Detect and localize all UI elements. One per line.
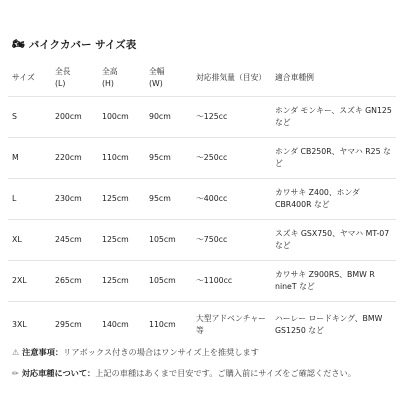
warning-icon: ⚠ [12,348,20,357]
compatibility-text: 上記の車種はあくまで目安です。ご購入前にサイズをご確認ください。 [95,368,356,378]
cell-height: 100cm [98,97,145,138]
cell-models: ハーレー ロードキング、BMW GS1250 など [271,302,396,349]
cell-height: 110cm [98,138,145,179]
cell-length: 230cm [51,179,98,220]
cell-height: 125cm [98,261,145,302]
table-row [8,138,396,179]
cell-size: 3XL [8,302,51,349]
header-models: 適合車種例 [275,73,314,83]
cell-size: 2XL [8,261,51,302]
header-width: 全幅 (W) [149,67,165,88]
table-row [8,179,396,220]
cell-displacement: 〜750cc [192,220,271,261]
cell-models: スズキ GSX750、ヤマハ MT-07 など [271,220,396,261]
table-row [8,261,396,302]
page-title-text: バイクカバー サイズ表 [28,39,137,51]
page-title [12,37,136,52]
cell-models: カワサキ Z900RS、BMW R nineT など [271,261,396,302]
cell-size: XL [8,220,51,261]
cell-height: 125cm [98,220,145,261]
header-size: サイズ [12,73,35,83]
cell-size: M [8,138,51,179]
header-length: 全長 (L) [55,67,71,88]
cell-length: 265cm [51,261,98,302]
cell-width: 105cm [145,220,192,261]
cell-length: 200cm [51,97,98,138]
cell-length: 220cm [51,138,98,179]
cell-displacement: 〜125cc [192,97,271,138]
cell-displacement: 大型アドベンチャー等 [192,302,271,349]
compatibility-label: 対応車種について： [21,368,96,378]
cell-height: 125cm [98,179,145,220]
cell-displacement: 〜1100cc [192,261,271,302]
caution-text: リアボックス付きの場合はワンサイズ上を推奨します [63,347,259,357]
header-displacement: 対応排気量（目安） [196,73,267,83]
cell-width: 95cm [145,138,192,179]
cell-size: L [8,179,51,220]
cell-width: 105cm [145,261,192,302]
table-row [8,97,396,138]
header-height: 全高 (H) [102,67,118,88]
pencil-icon: ✏ [12,369,19,378]
table-header-row [8,60,396,97]
cell-displacement: 〜400cc [192,179,271,220]
cell-width: 95cm [145,179,192,220]
size-table [8,60,396,348]
motorcycle-icon: 🏍 [12,39,25,50]
caution-note [12,347,259,358]
cell-models: ホンダ モンキー、スズキ GN125 など [271,97,396,138]
caution-label: 注意事項： [22,347,64,357]
compatibility-note [12,368,356,379]
cell-width: 90cm [145,97,192,138]
table-row [8,302,396,349]
cell-size: S [8,97,51,138]
cell-length: 245cm [51,220,98,261]
cell-models: カワサキ Z400、ホンダ CBR400R など [271,179,396,220]
cell-width: 110cm [145,302,192,349]
cell-height: 140cm [98,302,145,349]
cell-length: 295cm [51,302,98,349]
cell-models: ホンダ CB250R、ヤマハ R25 など [271,138,396,179]
cell-displacement: 〜250cc [192,138,271,179]
table-row [8,220,396,261]
